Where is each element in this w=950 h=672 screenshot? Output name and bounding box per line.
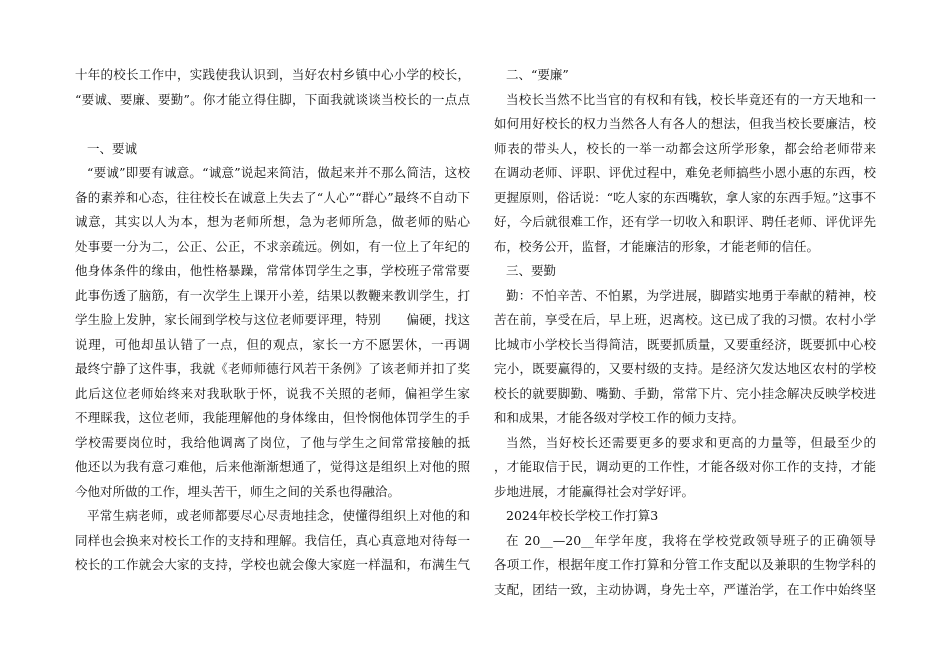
text-line: 校长的工作就会大家的支持，学校也就会像大家庭一样温和，布满生气 bbox=[75, 557, 470, 572]
text-line: 今他对所做的工作，埋头苦干，师生之间的关系也得融洽。 bbox=[75, 483, 401, 499]
text-line: 最终宁静了这件事，我就《老师师德行风若干条例》了该老师并扣了奖 bbox=[75, 361, 470, 376]
text-line: ，才能取信于民，调动更的工作性，才能各级对你工作的支持，才能 bbox=[494, 459, 876, 474]
text-line: “要诚、要廉、要勤”。你才能立得住脚，下面我就谈谈当校长的一点点 bbox=[75, 91, 470, 107]
section-heading-sincerity: 一、要诚 bbox=[87, 140, 138, 156]
text-line: 布，校务公开，监督，才能廉洁的形象，才能老师的信任。 bbox=[494, 238, 820, 254]
section-heading-diligence: 三、要勤 bbox=[506, 263, 557, 278]
text-line: 处事要一分为二，公正、公正，不求亲疏远。例如，有一位上了年纪的 bbox=[75, 238, 470, 254]
document-title: 2024年校长学校工作打算3 bbox=[506, 508, 659, 523]
text-line: 如何用好校长的权力当然各人有各人的想法，但我当校长要廉洁，校 bbox=[494, 116, 876, 131]
text-line: 学生脸上发肿，家长闹到学校与这位老师要评理，特别 偏硬，找这 bbox=[75, 312, 470, 327]
text-line: 当然，当好校长还需要更多的要求和更高的力量等，但最至少的 bbox=[506, 434, 876, 450]
text-line: 苦在前，享受在后，早上班，迟离校。这已成了我的习惯。农村小学 bbox=[494, 312, 876, 327]
care-paragraph bbox=[75, 504, 470, 578]
text-line: 学校需要岗位时，我给他调离了岗位，了他与学生之间常常接触的抵 bbox=[75, 434, 470, 450]
diligence-paragraph bbox=[494, 284, 876, 431]
left-column bbox=[75, 63, 470, 578]
text-line: 在调动老师、评职、评优过程中，难免老师搞些小恩小惠的东西，校 bbox=[494, 165, 876, 180]
right-column bbox=[494, 63, 876, 602]
text-line: “要诚”即要有诚意。“诚意”说起来简洁，做起来并不那么简洁，这校 bbox=[87, 165, 470, 180]
section-heading-integrity: 二、“要廉” bbox=[506, 67, 569, 82]
conclusion-paragraph bbox=[494, 431, 876, 505]
text-line: 说理，可他却虽认错了一点，但的观点，家长一方不愿罢休，一再调 bbox=[75, 336, 470, 352]
text-line: 完小，既要赢得的，又要村级的支持。是经济欠发达地区农村的学校 bbox=[494, 361, 876, 376]
integrity-paragraph bbox=[494, 88, 876, 260]
text-line: 他还以为我有意刁难他，后来他渐渐想通了，觉得这是组织上对他的照 bbox=[75, 459, 470, 474]
text-line: 校长的就要脚勤、嘴勤、手勤，常常下片、完小挂念解决反映学校进 bbox=[494, 385, 876, 401]
text-line: 更握原则，俗话说：“吃人家的东西嘴软，拿人家的东西手短。”这事不 bbox=[494, 189, 876, 205]
text-line: 师表的带头人，校长的一举一动都会这所学形象，都会给老师带来 bbox=[494, 140, 876, 156]
text-line: 和和成果，才能各级对学校工作的倾力支持。 bbox=[494, 410, 745, 425]
text-line: 他身体条件的缘由，他性格暴躁，常常体罚学生之事，学校班子常常要 bbox=[75, 263, 470, 278]
intro-paragraph bbox=[75, 63, 470, 112]
plan-paragraph bbox=[494, 529, 876, 603]
text-line: 备的素养和心态，往往校长在诚意上失去了“人心”“群心”最终不自动下 bbox=[75, 189, 470, 205]
text-line: 好，今后就很难工作，还有学一切收入和职评、聘任老师、评优评先 bbox=[494, 214, 876, 229]
text-line: 勤：不怕辛苦、不怕累，为学进展，脚踏实地勇于奉献的精神，校 bbox=[506, 287, 876, 303]
text-line: 此事伤透了脑筋，有一次学生上课开小差，结果以教鞭来教训学生，打 bbox=[75, 287, 470, 303]
text-line: 不理睬我，这位老师，我能理解他的身体缘由，但怜悯他体罚学生的手 bbox=[75, 410, 470, 425]
text-line: 此后这位老师始终来对我耿耿于怀，说我不关照的老师，偏袒学生家 bbox=[75, 385, 470, 401]
text-line: 支配，团结一致，主动协调，身先士卒，严谨治学，在工作中始终坚 bbox=[494, 581, 876, 597]
text-line: 平常生病老师，或老师都要尽心尽责地挂念，使懂得组织上对他的和 bbox=[87, 508, 470, 523]
text-line: 在 20__—20__年学年度，我将在学校党政领导班子的正确领导 bbox=[506, 532, 876, 548]
text-line: 十年的校长工作中，实践使我认识到，当好农村乡镇中心小学的校长， bbox=[75, 67, 470, 82]
text-line: 步地进展，才能赢得社会对学好评。 bbox=[494, 483, 695, 499]
blank-line bbox=[75, 112, 470, 137]
text-line: 诚意，其实以人为本，想为老师所想，急为老师所急，做老师的贴心 bbox=[75, 214, 470, 229]
sincerity-paragraph bbox=[75, 161, 470, 504]
text-line: 当校长当然不比当官的有权和有钱，校长毕竟还有的一方天地和一 bbox=[506, 91, 876, 107]
text-line: 各项工作，根据年度工作打算和分管工作支配以及兼职的生物学科的 bbox=[494, 557, 876, 572]
text-line: 同样也会换来对校长工作的支持和理解。我信任，真心真意地对待每一 bbox=[75, 532, 470, 548]
text-line: 比城市小学校长当得简洁，既要抓质量，又要重经济，既要抓中心校 bbox=[494, 336, 876, 352]
